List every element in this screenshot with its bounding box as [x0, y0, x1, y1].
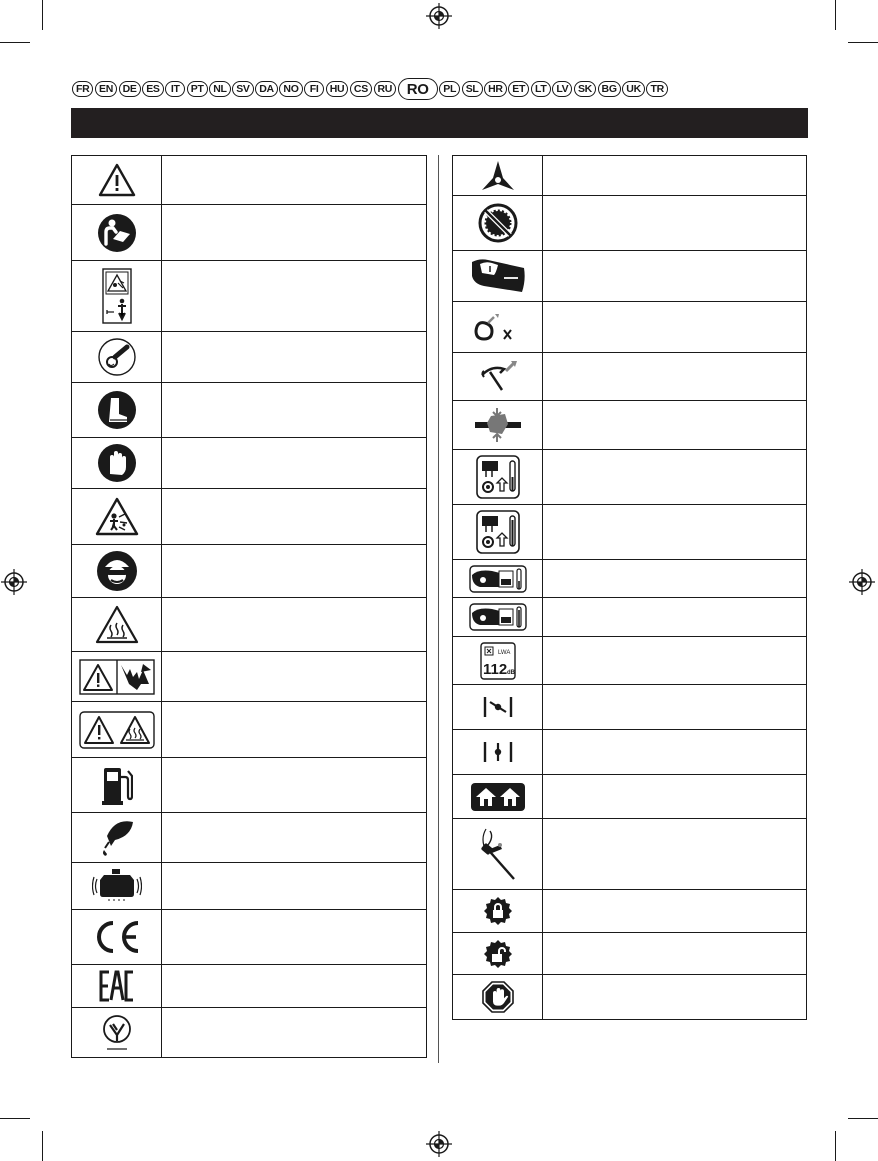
section-banner [71, 108, 808, 138]
sound-power-value: 112 [482, 660, 507, 678]
symbol-description [543, 933, 807, 975]
symbol-row [453, 251, 807, 302]
symbol-description [543, 598, 807, 637]
symbol-cell [72, 1008, 162, 1058]
symbol-description [162, 598, 427, 652]
language-tab-hr[interactable]: HR [484, 81, 507, 97]
ukrainian-conformity-icon [99, 1013, 135, 1053]
oil-funnel-icon [97, 818, 137, 858]
remove-part-icon [473, 311, 523, 343]
symbol-description [162, 156, 427, 205]
safety-boots-icon [97, 390, 137, 430]
read-manual-icon [97, 213, 137, 253]
symbol-row [453, 890, 807, 933]
symbol-description [162, 438, 427, 489]
choke-open-icon [483, 740, 513, 764]
symbol-row [453, 401, 807, 450]
symbol-row [72, 156, 427, 205]
symbol-cell [72, 205, 162, 261]
symbol-row [453, 353, 807, 401]
language-tab-pt[interactable]: PT [187, 81, 208, 97]
symbol-row [72, 702, 427, 758]
symbols-table-left [71, 155, 427, 1058]
symbol-cell [72, 813, 162, 863]
gloves-icon [97, 443, 137, 483]
symbol-row [453, 598, 807, 637]
language-tab-fi[interactable]: FI [304, 81, 324, 97]
choke-closed-icon [483, 695, 513, 719]
symbol-row [453, 819, 807, 890]
symbol-description [543, 251, 807, 302]
symbol-cell [453, 685, 543, 730]
symbol-description [543, 819, 807, 890]
house-icon [470, 782, 526, 812]
language-tab-lv[interactable]: LV [552, 81, 572, 97]
eac-mark-icon [99, 970, 135, 1002]
symbol-cell [453, 560, 543, 598]
symbol-description [162, 261, 427, 332]
symbol-row [72, 545, 427, 598]
registration-mark-icon [849, 569, 875, 595]
no-saw-blade-icon [478, 203, 518, 243]
symbol-row [453, 685, 807, 730]
fuel-tank-icon [92, 867, 142, 905]
symbol-description [162, 205, 427, 261]
symbol-description [543, 890, 807, 933]
symbol-cell [453, 637, 543, 685]
symbol-description [543, 505, 807, 560]
symbol-row [72, 965, 427, 1008]
symbol-row [453, 302, 807, 353]
symbol-cell [72, 598, 162, 652]
crop-mark [848, 42, 878, 43]
bystander-distance-icon [102, 268, 132, 324]
column-divider [438, 155, 439, 1063]
symbol-row [72, 332, 427, 383]
language-tab-ru[interactable]: RU [374, 81, 397, 97]
symbol-cell [72, 438, 162, 489]
warning-hand-injury-icon [79, 659, 155, 695]
language-tab-ro[interactable]: RO [398, 78, 438, 100]
registration-mark-icon [1, 569, 27, 595]
symbol-row [453, 775, 807, 819]
hot-surface-icon [95, 605, 139, 645]
shoulder-harness-icon [476, 825, 520, 883]
symbol-description [162, 910, 427, 965]
symbol-cell [453, 353, 543, 401]
symbol-row [453, 560, 807, 598]
symbol-cell [72, 758, 162, 813]
symbol-description [162, 813, 427, 863]
head-eye-protection-icon [96, 550, 138, 592]
symbol-cell [453, 730, 543, 775]
symbol-row [72, 652, 427, 702]
symbol-cell [72, 261, 162, 332]
language-tab-it[interactable]: IT [165, 81, 185, 97]
symbol-description [543, 450, 807, 505]
symbol-cell [72, 702, 162, 758]
symbol-description [162, 652, 427, 702]
symbol-row [72, 489, 427, 545]
language-tab-sl[interactable]: SL [462, 81, 483, 97]
symbol-row [453, 450, 807, 505]
symbol-description [162, 1008, 427, 1058]
flying-objects-icon [95, 497, 139, 537]
symbol-row [453, 505, 807, 560]
symbol-row [72, 205, 427, 261]
registration-mark-icon [426, 3, 452, 29]
symbol-row [72, 758, 427, 813]
crop-mark [42, 1131, 43, 1161]
crop-mark [835, 1131, 836, 1161]
symbol-cell [453, 975, 543, 1020]
warning-triangle-icon [97, 162, 137, 198]
symbol-cell [72, 910, 162, 965]
sound-power-icon [480, 642, 516, 680]
symbol-description [162, 489, 427, 545]
symbol-description [543, 353, 807, 401]
symbol-description [162, 965, 427, 1008]
symbol-row [453, 933, 807, 975]
symbol-cell [453, 251, 543, 302]
symbol-description [543, 975, 807, 1020]
crop-mark [848, 1118, 878, 1119]
primer-bulb-warm-icon [469, 603, 527, 631]
stop-hand-icon [481, 980, 515, 1014]
language-tab-fr[interactable]: FR [72, 81, 93, 97]
language-tab-es[interactable]: ES [142, 81, 163, 97]
symbol-cell [453, 819, 543, 890]
symbol-description [543, 302, 807, 353]
language-tab-hu[interactable]: HU [326, 81, 349, 97]
choke-cold-icon [476, 455, 520, 499]
symbol-description [162, 545, 427, 598]
symbols-table-right [452, 155, 807, 1020]
symbol-description [543, 637, 807, 685]
symbol-cell [453, 450, 543, 505]
symbol-cell [72, 489, 162, 545]
language-tab-sk[interactable]: SK [574, 81, 596, 97]
fuel-pump-icon [101, 764, 133, 806]
symbol-row [72, 438, 427, 489]
symbol-row [72, 383, 427, 438]
symbol-cell [453, 933, 543, 975]
language-tab-no[interactable]: NO [279, 81, 302, 97]
symbol-description [543, 401, 807, 450]
symbol-cell [453, 401, 543, 450]
blade-arbor-icon [473, 406, 523, 444]
ce-mark-icon [92, 919, 142, 955]
lock-icon [483, 896, 513, 926]
hearing-protection-icon [97, 337, 137, 377]
crop-mark [0, 1118, 30, 1119]
symbol-description [543, 560, 807, 598]
symbol-row [72, 261, 427, 332]
symbol-cell [72, 383, 162, 438]
symbol-cell [453, 196, 543, 251]
symbol-row [453, 730, 807, 775]
sound-power-label: LWA [497, 649, 510, 656]
primer-bulb-cold-icon [469, 565, 527, 593]
sound-power-unit: dB [506, 669, 515, 676]
symbol-row [72, 863, 427, 910]
symbol-description [543, 730, 807, 775]
symbol-description [162, 383, 427, 438]
crop-mark [835, 0, 836, 30]
language-tab-pl[interactable]: PL [439, 81, 460, 97]
symbol-row [72, 910, 427, 965]
symbol-description [543, 156, 807, 196]
language-tab-bg[interactable]: BG [598, 81, 621, 97]
choke-warm-icon [476, 510, 520, 554]
symbol-cell [453, 775, 543, 819]
symbol-cell [72, 156, 162, 205]
symbol-cell [72, 545, 162, 598]
symbol-cell [453, 598, 543, 637]
symbol-description [162, 758, 427, 813]
language-tab-nl[interactable]: NL [209, 81, 230, 97]
language-tab-lt[interactable]: LT [531, 81, 551, 97]
language-tab-de[interactable]: DE [119, 81, 141, 97]
symbol-cell [453, 890, 543, 933]
symbol-description [543, 775, 807, 819]
three-tooth-blade-icon [481, 160, 515, 192]
symbol-cell [453, 156, 543, 196]
language-tab-tr[interactable]: TR [646, 81, 667, 97]
language-tab-en[interactable]: EN [95, 81, 117, 97]
language-bar [72, 79, 808, 99]
language-tab-et[interactable]: ET [508, 81, 529, 97]
language-tab-cs[interactable]: CS [350, 81, 372, 97]
symbol-row [453, 196, 807, 251]
symbol-cell [72, 863, 162, 910]
unlock-icon [483, 939, 513, 969]
symbol-cell [72, 965, 162, 1008]
crop-mark [0, 42, 30, 43]
registration-mark-icon [426, 1131, 452, 1157]
symbol-row [453, 156, 807, 196]
language-tab-sv[interactable]: SV [232, 81, 253, 97]
symbol-row [72, 813, 427, 863]
warning-hot-surface-icon [79, 711, 155, 749]
symbol-description [162, 702, 427, 758]
language-tab-da[interactable]: DA [255, 81, 278, 97]
symbol-row [72, 598, 427, 652]
symbol-row [72, 1008, 427, 1058]
symbol-row [453, 637, 807, 685]
symbol-cell [72, 332, 162, 383]
symbol-row [453, 975, 807, 1020]
symbol-description [162, 332, 427, 383]
symbol-description [543, 196, 807, 251]
language-tab-uk[interactable]: UK [622, 81, 645, 97]
symbol-cell [453, 302, 543, 353]
pull-starter-icon [476, 359, 520, 395]
crop-mark [42, 0, 43, 30]
symbol-description [543, 685, 807, 730]
symbol-description [162, 863, 427, 910]
symbol-cell [453, 505, 543, 560]
symbol-cell [72, 652, 162, 702]
on-off-switch-icon [468, 256, 528, 296]
